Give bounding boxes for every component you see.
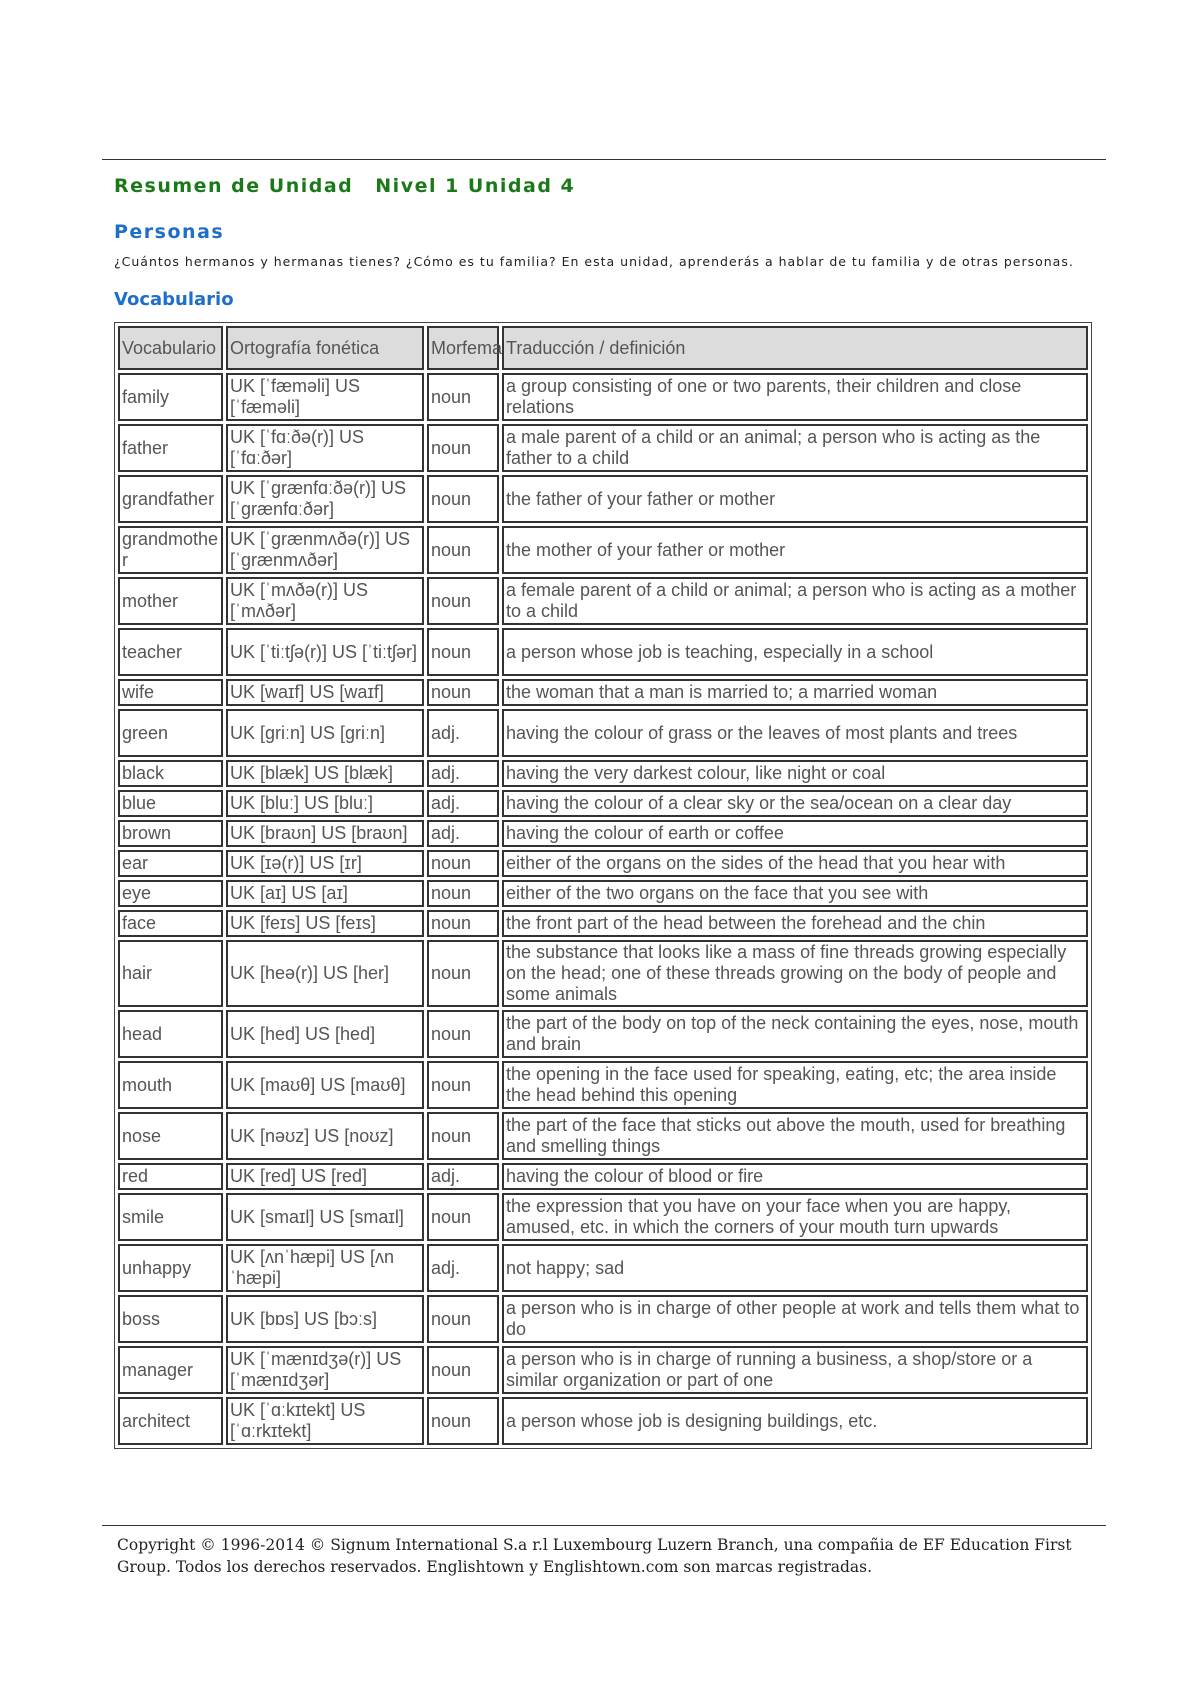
column-header: Traducción / definición (502, 326, 1088, 370)
definition: the opening in the face used for speaking, eating, etc; the area inside the head behind this opening (502, 1061, 1088, 1109)
table-row (118, 1112, 1088, 1160)
phonetic-spelling: UK [blæk] US [blæk] (226, 760, 424, 787)
table-row (118, 373, 1088, 421)
definition: the part of the face that sticks out above the mouth, used for breathing and smelling things (502, 1112, 1088, 1160)
column-header: Morfema (427, 326, 499, 370)
vocab-word: family (118, 373, 223, 421)
phonetic-spelling: UK [nəʊz] US [noʊz] (226, 1112, 424, 1160)
definition: either of the two organs on the face that you see with (502, 880, 1088, 907)
vocabulary-table (114, 322, 1092, 1449)
phonetic-spelling: UK [ˈmʌðə(r)] US [ˈmʌðər] (226, 577, 424, 625)
definition: a person who is in charge of other people at work and tells them what to do (502, 1295, 1088, 1343)
phonetic-spelling: UK [heə(r)] US [her] (226, 940, 424, 1007)
morpheme: adj. (427, 709, 499, 757)
definition: the front part of the head between the forehead and the chin (502, 910, 1088, 937)
morpheme: adj. (427, 1244, 499, 1292)
definition: a female parent of a child or animal; a person who is acting as a mother to a child (502, 577, 1088, 625)
definition: the woman that a man is married to; a married woman (502, 679, 1088, 706)
phonetic-spelling: UK [ˈgrænfɑːðə(r)] US [ˈgrænfɑːðər] (226, 475, 424, 523)
morpheme: adj. (427, 820, 499, 847)
phonetic-spelling: UK [ˈgrænmʌðə(r)] US [ˈgrænmʌðər] (226, 526, 424, 574)
definition: not happy; sad (502, 1244, 1088, 1292)
table-row (118, 424, 1088, 472)
phonetic-spelling: UK [maʊθ] US [maʊθ] (226, 1061, 424, 1109)
definition: the substance that looks like a mass of fine threads growing especially on the head; one of these threads growing on the body of people and some animals (502, 940, 1088, 1007)
table-row (118, 850, 1088, 877)
vocab-word: mother (118, 577, 223, 625)
column-header: Vocabulario (118, 326, 223, 370)
table-row (118, 679, 1088, 706)
table-row (118, 880, 1088, 907)
table-row (118, 910, 1088, 937)
bottom-divider (102, 1525, 1106, 1526)
morpheme: noun (427, 1346, 499, 1394)
vocab-word: brown (118, 820, 223, 847)
vocab-word: red (118, 1163, 223, 1190)
level-unit-label: Nivel 1 Unidad 4 (375, 175, 576, 197)
morpheme: noun (427, 910, 499, 937)
definition: having the colour of blood or fire (502, 1163, 1088, 1190)
phonetic-spelling: UK [smaɪl] US [smaɪl] (226, 1193, 424, 1241)
unit-header (114, 175, 575, 197)
vocabulary-table-body (118, 373, 1088, 1445)
section-title: Personas (114, 221, 225, 243)
definition: a person whose job is designing buildings, etc. (502, 1397, 1088, 1445)
phonetic-spelling: UK [hed] US [hed] (226, 1010, 424, 1058)
table-row (118, 709, 1088, 757)
vocab-word: black (118, 760, 223, 787)
vocab-word: grandmother (118, 526, 223, 574)
phonetic-spelling: UK [aɪ] US [aɪ] (226, 880, 424, 907)
phonetic-spelling: UK [ʌnˈhæpi] US [ʌnˈhæpi] (226, 1244, 424, 1292)
table-row (118, 820, 1088, 847)
copyright-notice: Copyright © 1996-2014 © Signum International S.a r.l Luxembourg Luzern Branch, una compañia de EF Education First Group. Todos los derechos reservados. Englishtown y Englishtown.com son marcas registradas. (117, 1536, 1072, 1576)
definition: either of the organs on the sides of the head that you hear with (502, 850, 1088, 877)
definition: having the colour of earth or coffee (502, 820, 1088, 847)
morpheme: noun (427, 1295, 499, 1343)
phonetic-spelling: UK [griːn] US [griːn] (226, 709, 424, 757)
vocab-word: green (118, 709, 223, 757)
definition: the mother of your father or mother (502, 526, 1088, 574)
definition: a male parent of a child or an animal; a person who is acting as the father to a child (502, 424, 1088, 472)
top-divider (102, 159, 1106, 160)
morpheme: noun (427, 1061, 499, 1109)
vocab-word: teacher (118, 628, 223, 676)
table-row (118, 1163, 1088, 1190)
phonetic-spelling: UK [braʊn] US [braʊn] (226, 820, 424, 847)
table-row (118, 790, 1088, 817)
table-row (118, 1061, 1088, 1109)
table-row (118, 1397, 1088, 1445)
phonetic-spelling: UK [feɪs] US [feɪs] (226, 910, 424, 937)
morpheme: noun (427, 880, 499, 907)
vocab-word: head (118, 1010, 223, 1058)
vocab-word: father (118, 424, 223, 472)
morpheme: adj. (427, 1163, 499, 1190)
vocab-word: ear (118, 850, 223, 877)
table-header-row (118, 326, 1088, 370)
vocab-word: unhappy (118, 1244, 223, 1292)
table-row (118, 1193, 1088, 1241)
vocab-word: face (118, 910, 223, 937)
definition: a person whose job is teaching, especially in a school (502, 628, 1088, 676)
definition: a person who is in charge of running a business, a shop/store or a similar organization or part of one (502, 1346, 1088, 1394)
morpheme: noun (427, 628, 499, 676)
vocabulary-table-container (114, 322, 1092, 1485)
vocab-word: nose (118, 1112, 223, 1160)
morpheme: noun (427, 424, 499, 472)
phonetic-spelling: UK [bluː] US [bluː] (226, 790, 424, 817)
phonetic-spelling: UK [ɪə(r)] US [ɪr] (226, 850, 424, 877)
vocab-word: eye (118, 880, 223, 907)
morpheme: noun (427, 475, 499, 523)
morpheme: noun (427, 850, 499, 877)
definition: a group consisting of one or two parents, their children and close relations (502, 373, 1088, 421)
morpheme: noun (427, 1010, 499, 1058)
definition: having the very darkest colour, like night or coal (502, 760, 1088, 787)
table-row (118, 1010, 1088, 1058)
table-row (118, 1244, 1088, 1292)
table-row (118, 1346, 1088, 1394)
section-intro: ¿Cuántos hermanos y hermanas tienes? ¿Cómo es tu familia? En esta unidad, aprenderás a hablar de tu familia y de otras personas. (114, 254, 1074, 269)
phonetic-spelling: UK [ˈtiːtʃə(r)] US [ˈtiːtʃər] (226, 628, 424, 676)
table-row (118, 628, 1088, 676)
morpheme: noun (427, 679, 499, 706)
table-row (118, 577, 1088, 625)
phonetic-spelling: UK [ˈfæməli] US [ˈfæməli] (226, 373, 424, 421)
vocab-word: mouth (118, 1061, 223, 1109)
unit-summary-label: Resumen de Unidad (114, 175, 354, 197)
phonetic-spelling: UK [waɪf] US [waɪf] (226, 679, 424, 706)
table-row (118, 760, 1088, 787)
column-header: Ortografía fonética (226, 326, 424, 370)
vocab-word: manager (118, 1346, 223, 1394)
table-row (118, 526, 1088, 574)
morpheme: noun (427, 577, 499, 625)
vocab-word: hair (118, 940, 223, 1007)
morpheme: noun (427, 940, 499, 1007)
morpheme: noun (427, 1112, 499, 1160)
definition: having the colour of grass or the leaves of most plants and trees (502, 709, 1088, 757)
vocab-word: architect (118, 1397, 223, 1445)
definition: the father of your father or mother (502, 475, 1088, 523)
vocab-word: grandfather (118, 475, 223, 523)
vocab-word: wife (118, 679, 223, 706)
definition: the expression that you have on your face when you are happy, amused, etc. in which the corners of your mouth turn upwards (502, 1193, 1088, 1241)
vocab-word: smile (118, 1193, 223, 1241)
morpheme: noun (427, 526, 499, 574)
phonetic-spelling: UK [ˈmænɪdʒə(r)] US [ˈmænɪdʒər] (226, 1346, 424, 1394)
morpheme: noun (427, 1193, 499, 1241)
table-row (118, 940, 1088, 1007)
phonetic-spelling: UK [ˈɑːkɪtekt] US [ˈɑːrkɪtekt] (226, 1397, 424, 1445)
definition: the part of the body on top of the neck containing the eyes, nose, mouth and brain (502, 1010, 1088, 1058)
vocab-word: boss (118, 1295, 223, 1343)
vocab-word: blue (118, 790, 223, 817)
definition: having the colour of a clear sky or the sea/ocean on a clear day (502, 790, 1088, 817)
table-row (118, 1295, 1088, 1343)
morpheme: noun (427, 1397, 499, 1445)
table-row (118, 475, 1088, 523)
vocabulary-heading: Vocabulario (114, 289, 234, 310)
phonetic-spelling: UK [ˈfɑːðə(r)] US [ˈfɑːðər] (226, 424, 424, 472)
morpheme: adj. (427, 760, 499, 787)
phonetic-spelling: UK [red] US [red] (226, 1163, 424, 1190)
morpheme: adj. (427, 790, 499, 817)
phonetic-spelling: UK [bɒs] US [bɔːs] (226, 1295, 424, 1343)
morpheme: noun (427, 373, 499, 421)
